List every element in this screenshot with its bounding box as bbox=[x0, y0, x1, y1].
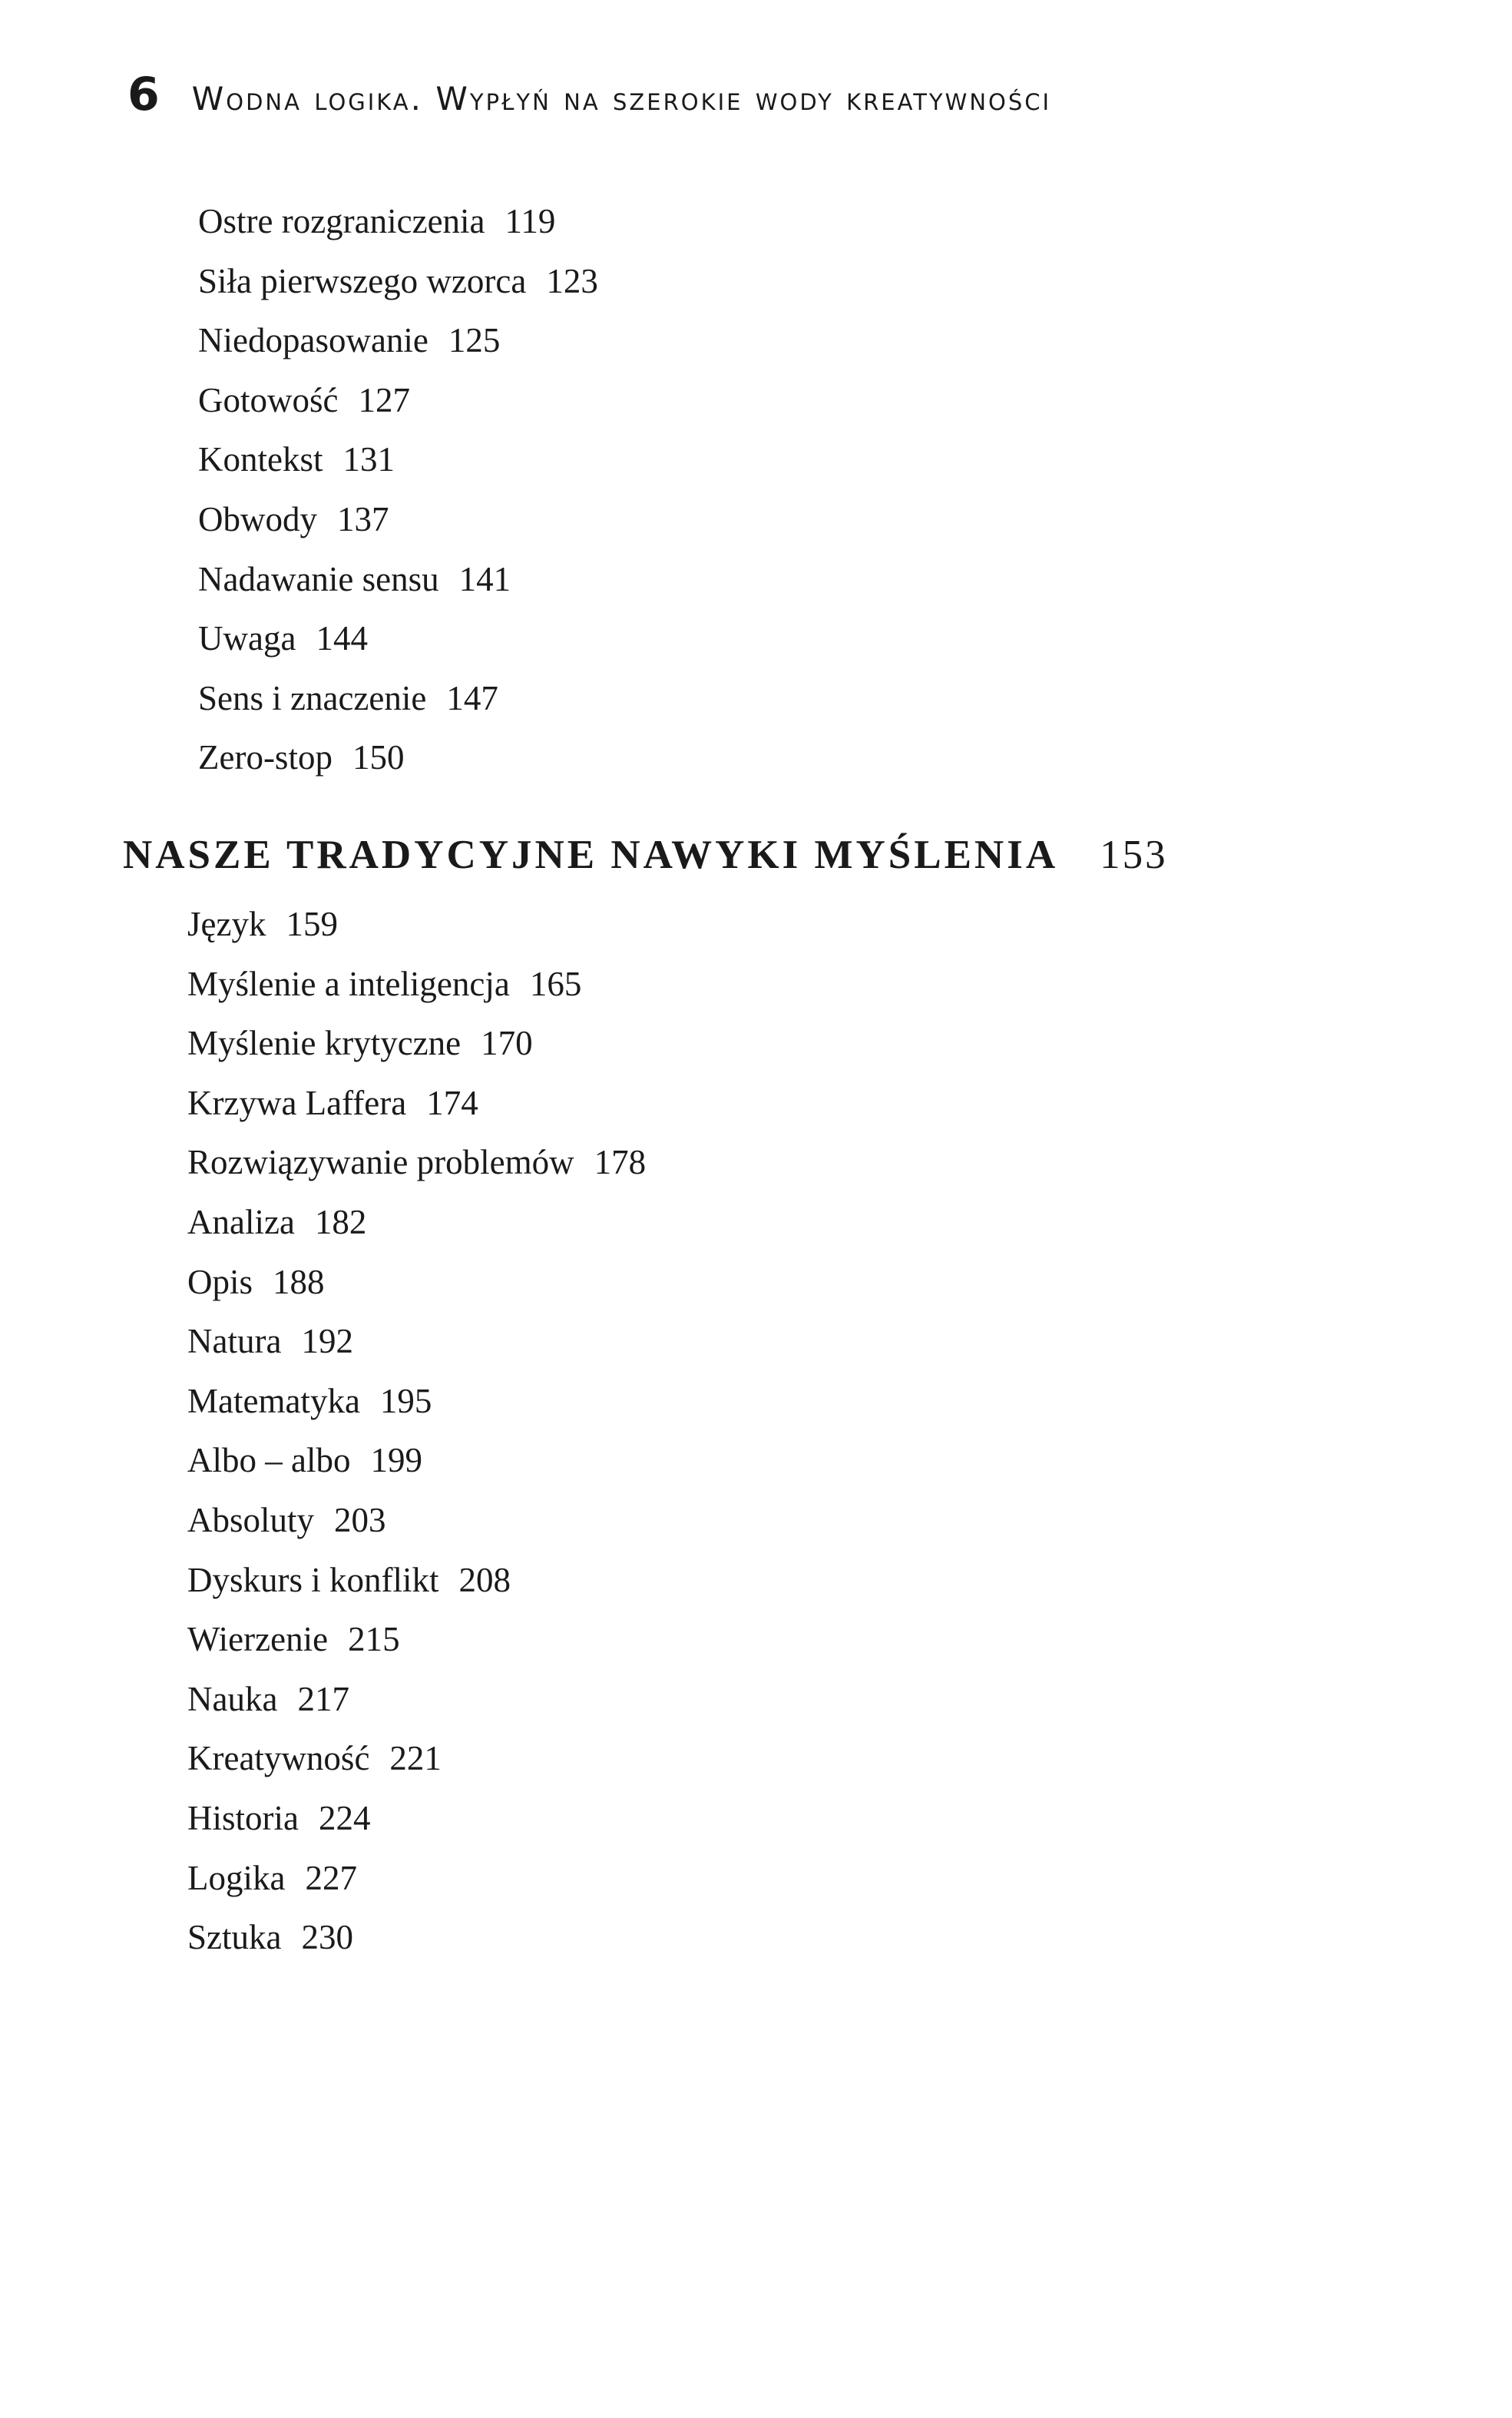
toc-entry bbox=[187, 1491, 646, 1551]
toc-entry-title: Wierzenie bbox=[187, 1620, 329, 1659]
toc-entry-title: Zero-stop bbox=[198, 738, 333, 777]
toc-entry-title: Uwaga bbox=[198, 619, 296, 658]
toc-entry bbox=[187, 1372, 646, 1432]
toc-entry-page: 230 bbox=[301, 1918, 353, 1957]
toc-entry-title: Opis bbox=[187, 1262, 253, 1301]
toc-entry bbox=[187, 1610, 646, 1670]
running-title: Wodna logika. Wypłyń na szerokie wody kreatywności bbox=[191, 80, 1052, 118]
toc-entry-title: Siła pierwszego wzorca bbox=[198, 261, 527, 300]
toc-entry bbox=[198, 550, 598, 610]
toc-entry-page: 224 bbox=[318, 1798, 371, 1837]
toc-entry bbox=[187, 1014, 646, 1074]
toc-entry bbox=[198, 430, 598, 490]
toc-entry bbox=[187, 1253, 646, 1313]
toc-entry-title: Obwody bbox=[198, 499, 317, 538]
toc-entry bbox=[187, 955, 646, 1015]
toc-entry-title: Ostre rozgraniczenia bbox=[198, 202, 485, 240]
toc-entry bbox=[187, 1133, 646, 1193]
toc-entry bbox=[187, 1312, 646, 1372]
toc-entry bbox=[198, 490, 598, 550]
toc-entry-title: Nauka bbox=[187, 1679, 278, 1718]
toc-entry-page: 131 bbox=[342, 440, 395, 479]
toc-entry-page: 174 bbox=[426, 1083, 478, 1122]
toc-entry bbox=[187, 1193, 646, 1253]
toc-entry bbox=[187, 1789, 646, 1849]
toc-entry-title: Natura bbox=[187, 1322, 282, 1361]
toc-entry-title: Kreatywność bbox=[187, 1739, 370, 1778]
running-header bbox=[127, 68, 1051, 121]
toc-entry-page: 147 bbox=[446, 678, 498, 717]
section-heading bbox=[123, 832, 1168, 878]
toc-entry-title: Język bbox=[187, 905, 266, 943]
toc-entry-title: Absoluty bbox=[187, 1500, 315, 1539]
toc-entry-page: 192 bbox=[301, 1322, 353, 1361]
toc-entry bbox=[198, 311, 598, 371]
toc-entry bbox=[187, 1908, 646, 1968]
toc-entry-page: 195 bbox=[379, 1381, 432, 1420]
toc-entry-page: 182 bbox=[314, 1202, 367, 1241]
toc-entry bbox=[187, 1729, 646, 1789]
toc-entry-page: 150 bbox=[352, 738, 405, 777]
toc-entry-page: 125 bbox=[448, 321, 501, 360]
toc-entry-page: 203 bbox=[334, 1500, 386, 1539]
toc-entry bbox=[187, 1074, 646, 1134]
toc-entry-title: Myślenie krytyczne bbox=[187, 1024, 462, 1063]
toc-list-section bbox=[187, 895, 646, 1968]
toc-entry bbox=[198, 192, 598, 252]
page-number: 6 bbox=[127, 68, 160, 121]
toc-entry-title: Historia bbox=[187, 1798, 299, 1837]
toc-entry-title: Rozwiązywanie problemów bbox=[187, 1143, 574, 1182]
toc-entry-title: Niedopasowanie bbox=[198, 321, 428, 360]
section-title: NASZE TRADYCYJNE NAWYKI MYŚLENIA bbox=[123, 833, 1059, 877]
toc-entry-page: 178 bbox=[594, 1143, 647, 1182]
toc-entry-title: Albo – albo bbox=[187, 1441, 351, 1480]
toc-entry-page: 221 bbox=[389, 1739, 442, 1778]
toc-list-continued bbox=[198, 192, 598, 788]
toc-entry-title: Dyskurs i konflikt bbox=[187, 1560, 439, 1599]
toc-entry-page: 208 bbox=[458, 1560, 511, 1599]
toc-entry bbox=[198, 728, 598, 788]
toc-entry bbox=[198, 609, 598, 669]
toc-entry-page: 144 bbox=[316, 619, 368, 658]
toc-entry-title: Sztuka bbox=[187, 1918, 282, 1957]
toc-entry-page: 170 bbox=[481, 1024, 533, 1063]
toc-entry-title: Matematyka bbox=[187, 1381, 360, 1420]
toc-entry-page: 199 bbox=[370, 1441, 422, 1480]
toc-entry bbox=[198, 252, 598, 312]
toc-entry-page: 227 bbox=[305, 1858, 357, 1897]
toc-entry-page: 127 bbox=[358, 380, 410, 419]
toc-entry-title: Myślenie a inteligencja bbox=[187, 964, 510, 1003]
toc-entry bbox=[198, 669, 598, 729]
toc-entry-page: 215 bbox=[348, 1620, 400, 1659]
toc-entry-page: 119 bbox=[505, 202, 556, 240]
toc-entry-page: 165 bbox=[529, 964, 582, 1003]
toc-entry-page: 141 bbox=[458, 559, 511, 598]
toc-entry-page: 159 bbox=[286, 905, 338, 943]
toc-entry bbox=[187, 1670, 646, 1730]
toc-entry-title: Analiza bbox=[187, 1202, 295, 1241]
toc-entry-page: 188 bbox=[273, 1262, 325, 1301]
toc-entry-page: 137 bbox=[337, 499, 389, 538]
toc-entry bbox=[198, 371, 598, 431]
toc-entry bbox=[187, 1551, 646, 1611]
toc-entry-title: Kontekst bbox=[198, 440, 323, 479]
section-page: 153 bbox=[1100, 833, 1168, 877]
toc-entry-title: Nadawanie sensu bbox=[198, 559, 439, 598]
toc-entry-title: Krzywa Laffera bbox=[187, 1083, 407, 1122]
toc-entry-title: Gotowość bbox=[198, 380, 339, 419]
toc-entry-title: Logika bbox=[187, 1858, 286, 1897]
toc-entry bbox=[187, 895, 646, 955]
toc-entry-page: 217 bbox=[297, 1679, 349, 1718]
toc-entry-page: 123 bbox=[546, 261, 598, 300]
toc-entry-title: Sens i znaczenie bbox=[198, 678, 427, 717]
toc-entry bbox=[187, 1849, 646, 1909]
toc-entry bbox=[187, 1431, 646, 1491]
